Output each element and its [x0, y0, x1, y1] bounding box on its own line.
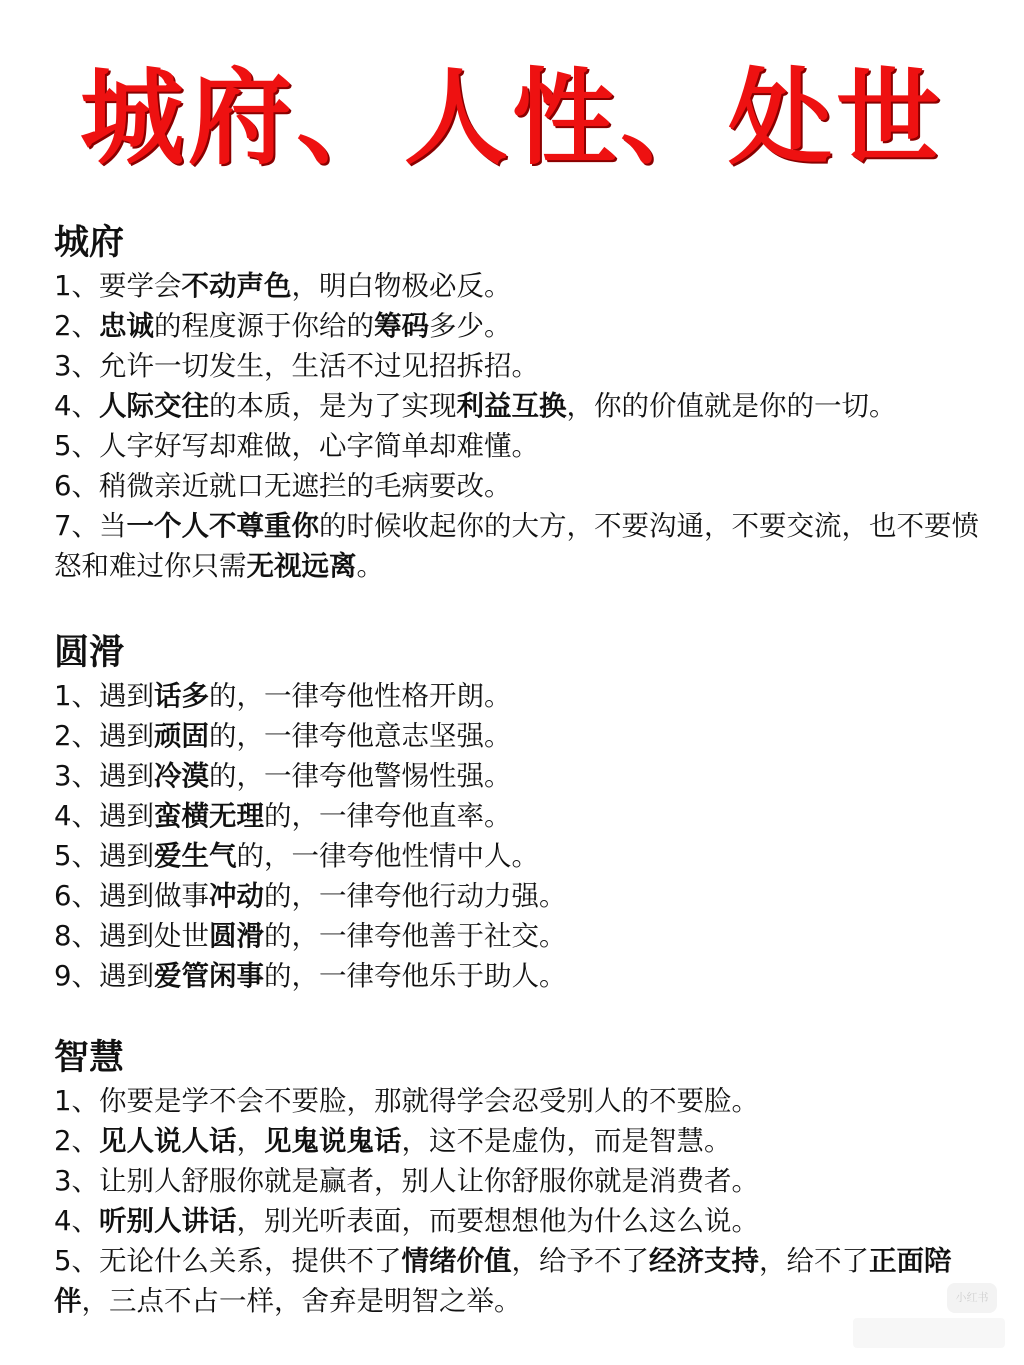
bold-phrase: 利益互换	[456, 390, 567, 422]
text-segment: 9、遇到	[54, 960, 154, 992]
page-title: 城府、人性、处世	[79, 57, 944, 179]
text-segment: 1、遇到	[54, 680, 154, 712]
text-segment: ，这不是虚伪，而是智慧。	[401, 1125, 732, 1157]
list-item	[54, 956, 984, 996]
text-segment: ，给予不了	[511, 1245, 649, 1277]
list-item	[54, 1161, 984, 1201]
bold-phrase: 听别人讲话	[99, 1205, 237, 1237]
text-segment: 的程度源于你给的	[154, 310, 374, 342]
bold-phrase: 筹码	[374, 310, 429, 342]
list-item	[54, 716, 984, 756]
bold-phrase: 见鬼说鬼话	[264, 1125, 402, 1157]
text-segment: 3、让别人舒服你就是赢者，别人让你舒服你就是消费者。	[54, 1165, 759, 1197]
list-item	[54, 386, 984, 426]
text-segment: ，别光听表面，而要想想他为什么这么说。	[236, 1205, 759, 1237]
text-segment: 的本质，是为了实现	[209, 390, 457, 422]
section-heading: 城府	[54, 223, 125, 263]
text-segment: ，给不了	[759, 1245, 869, 1277]
text-segment: ，三点不占一样，舍弃是明智之举。	[81, 1285, 522, 1317]
list-item	[54, 426, 984, 466]
text-segment: 2、	[54, 1125, 99, 1157]
list-item	[54, 506, 984, 586]
text-segment: 4、	[54, 1205, 99, 1237]
bold-phrase: 圆滑	[209, 920, 264, 952]
bold-phrase: 人际交往	[99, 390, 209, 422]
text-segment: 的，一律夸他行动力强。	[264, 880, 567, 912]
bold-phrase: 冲动	[209, 880, 264, 912]
text-segment: 的，一律夸他善于社交。	[264, 920, 567, 952]
text-segment: 的时候收起你的大方，不要沟通，不要交流，也不要愤怒和难过你只需	[54, 510, 979, 582]
list-item	[54, 266, 984, 306]
bold-phrase: 冷漠	[154, 760, 209, 792]
section-heading: 圆滑	[54, 633, 125, 673]
text-segment: 2、遇到	[54, 720, 154, 752]
text-segment: 6、稍微亲近就口无遮拦的毛病要改。	[54, 470, 512, 502]
bold-phrase: 正面陪伴	[54, 1245, 952, 1317]
item-list	[54, 676, 984, 996]
bold-phrase: 经济支持	[649, 1245, 759, 1277]
list-item	[54, 346, 984, 386]
text-segment: 的，一律夸他意志坚强。	[209, 720, 512, 752]
item-list	[54, 1081, 984, 1321]
text-segment: ，你的价值就是你的一切。	[566, 390, 897, 422]
text-segment: 多少。	[429, 310, 512, 342]
item-list	[54, 266, 984, 586]
text-segment: 的，一律夸他乐于助人。	[264, 960, 567, 992]
bold-phrase: 话多	[154, 680, 209, 712]
text-segment: 的，一律夸他性情中人。	[236, 840, 539, 872]
list-item	[54, 1201, 984, 1241]
list-item	[54, 916, 984, 956]
text-segment: 5、遇到	[54, 840, 154, 872]
list-item	[54, 306, 984, 346]
list-item	[54, 466, 984, 506]
section-chengfu	[54, 220, 984, 586]
text-segment: 3、允许一切发生，生活不过见招拆招。	[54, 350, 539, 382]
text-segment: 的，一律夸他性格开朗。	[209, 680, 512, 712]
list-item	[54, 836, 984, 876]
text-segment: 5、人字好写却难做，心字简单却难懂。	[54, 430, 539, 462]
text-segment: 。	[356, 550, 384, 582]
list-item	[54, 676, 984, 716]
text-segment: 4、遇到	[54, 800, 154, 832]
text-segment: 7、当	[54, 510, 127, 542]
bold-phrase: 情绪价值	[401, 1245, 512, 1277]
section-heading: 智慧	[54, 1038, 125, 1078]
text-segment: ，	[236, 1125, 264, 1157]
text-segment: 8、遇到处世	[54, 920, 209, 952]
section-zhihui	[54, 1035, 984, 1321]
text-segment: 1、要学会	[54, 270, 182, 302]
bold-phrase: 无视远离	[246, 550, 357, 582]
bold-phrase: 不动声色	[181, 270, 292, 302]
bold-phrase: 爱管闲事	[154, 960, 264, 992]
list-item	[54, 796, 984, 836]
text-segment: 4、	[54, 390, 99, 422]
bold-phrase: 见人说人话	[99, 1125, 237, 1157]
text-segment: 5、无论什么关系，提供不了	[54, 1245, 402, 1277]
watermark-logo: 小红书	[947, 1283, 997, 1313]
list-item	[54, 756, 984, 796]
text-segment: 的，一律夸他警惕性强。	[209, 760, 512, 792]
text-segment: 1、你要是学不会不要脸，那就得学会忍受别人的不要脸。	[54, 1085, 759, 1117]
list-item	[54, 1081, 984, 1121]
bold-phrase: 一个人不尊重你	[126, 510, 319, 542]
text-segment: 3、遇到	[54, 760, 154, 792]
bold-phrase: 蛮横无理	[154, 800, 264, 832]
text-segment: 的，一律夸他直率。	[264, 800, 512, 832]
bold-phrase: 顽固	[154, 720, 209, 752]
text-segment: 6、遇到做事	[54, 880, 209, 912]
list-item	[54, 1241, 984, 1321]
bold-phrase: 爱生气	[154, 840, 237, 872]
list-item	[54, 1121, 984, 1161]
text-segment: 2、	[54, 310, 99, 342]
section-yuanhua	[54, 630, 984, 996]
bold-phrase: 忠诚	[99, 310, 154, 342]
watermark-id-bar	[853, 1318, 1005, 1348]
list-item	[54, 876, 984, 916]
text-segment: ，明白物极必反。	[291, 270, 512, 302]
